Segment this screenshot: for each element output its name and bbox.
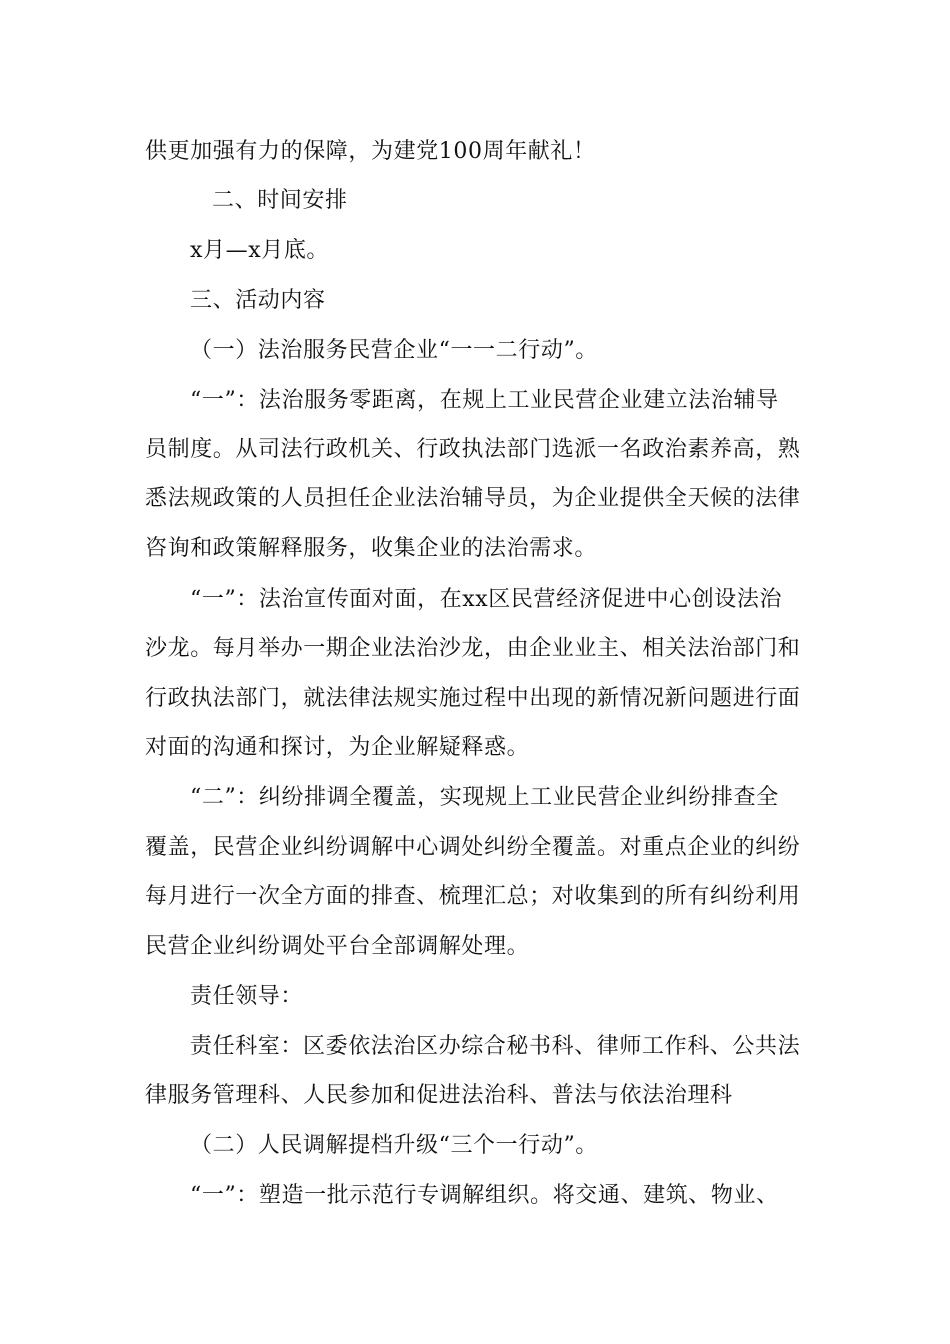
text-line: 每月进行一次全方面的排查、梳理汇总；对收集到的所有纠纷利用 — [145, 884, 801, 909]
text-line: 覆盖，民营企业纠纷调解中心调处纠纷全覆盖。对重点企业的纠纷 — [145, 835, 801, 860]
text-line: 律服务管理科、人民参加和促进法治科、普法与依法治理科 — [145, 1083, 733, 1108]
text-line: “一”：法治宣传面对面，在xx区民营经济促进中心创设法治 — [190, 587, 783, 612]
text-line: 责任领导： — [190, 984, 304, 1009]
subsection-heading: （一）法治服务民营企业“一一二行动”。 — [190, 338, 598, 363]
text-line: “一”：法治服务零距离，在规上工业民营企业建立法治辅导 — [190, 388, 779, 413]
section-heading: 三、活动内容 — [190, 288, 326, 313]
text-line: 供更加强有力的保障，为建党100周年献礼！ — [145, 139, 596, 164]
subsection-heading: （二）人民调解提档升级“三个一行动”。 — [190, 1133, 598, 1158]
section-heading: 二、时间安排 — [212, 188, 348, 213]
text-line: 悉法规政策的人员担任企业法治辅导员，为企业提供全天候的法律 — [145, 486, 801, 511]
text-line: 沙龙。每月举办一期企业法治沙龙，由企业业主、相关法治部门和 — [145, 636, 801, 661]
text-line: 民营企业纠纷调处平台全部调解处理。 — [145, 934, 530, 959]
text-line: 责任科室：区委依法治区办综合秘书科、律师工作科、公共法 — [190, 1034, 801, 1059]
text-line: “一”：塑造一批示范行专调解组织。将交通、建筑、物业、 — [190, 1183, 779, 1208]
text-line: “二”：纠纷排调全覆盖，实现规上工业民营企业纠纷排查全 — [190, 785, 779, 810]
text-line: 咨询和政策解释服务，收集企业的法治需求。 — [145, 536, 598, 561]
text-line: x月—x月底。 — [190, 238, 330, 263]
text-line: 行政执法部门，就法律法规实施过程中出现的新情况新问题进行面 — [145, 686, 801, 711]
text-line: 对面的沟通和探讨，为企业解疑释惑。 — [145, 735, 530, 760]
text-line: 员制度。从司法行政机关、行政执法部门选派一名政治素养高，熟 — [145, 437, 801, 462]
